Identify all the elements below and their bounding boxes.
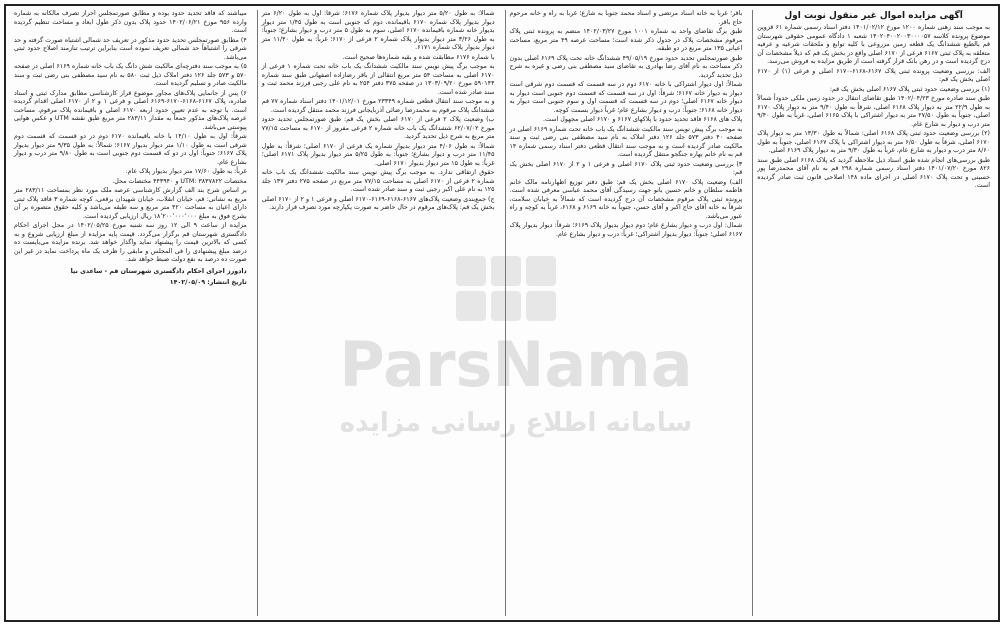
notice-paragraph: غرباً: به طول ۱۷/۶۰ متر دیوار بدیوار پلاک عام.	[125, 168, 247, 175]
auction-notice	[4, 4, 1000, 622]
notice-paragraph: (۲) بررسی وضعیت حدود ثبتی پلاک ۶۱۶۸ اصلی: شمالاً به طول ۱۳/۳۰ متر به دیوار پلاک ۶۱۷۰ اصلی، شرقاً به طول ۶/۵۰ متر به دیوار اشتراکی با پلاک ۶۱۶۷ اصلی، جنوباً به طول ۸/۶۰ متر درب و دیوار به شارع عام، غرباً به طول ۹/۳۰ متر به دیوار پلاک ۶۱۶۹ اصلی.	[757, 130, 990, 154]
notice-paragraph: طبق سند صادره مورخ ۱۴۰۲/۰۴/۲۳ طبق تقاضای انتقال در حدود زمین ملکی حدوداً شمالاً به طول ۲۲/۹ متر به دیوار پلاک ۶۱۶۸ اصلی، شرقاً به طول ۹/۴۰ متر به دیوار پلاک ۶۱۷۰ اصلی، جنوباً به طول ۲۷/۵۰ متر به دیوار اشتراکی با پلاک ۶۱۶۵ اصلی، غرباً به طول ۹/۴۰ متر درب و دیوار به شارع عام.	[757, 95, 990, 128]
notice-paragraph: پلاک های ۶۱۶۸ فاقد تحدید حدود با پلاکهای ۶۱۶۷ و ۶۱۷۰ اصلی مجهول است.	[543, 116, 743, 123]
notice-paragraph: مزایده از ساعت ۹ الی ۱۲ روز سه شنبه مورخ ۱۴۰۲/۰۵/۲۵ در محل اجرای احکام دادگستری شهرستان قم برگزار می‌گردد. قیمت پایه مزایده از مبلغ ارزیابی شروع و به کسی که بالاترین قیمت را پیشنهاد نماید واگذار خواهد شد. برنده مزایده می‌بایست ده درصد مبلغ پیشنهادی را فی المجلس و مابقی را ظرف یک ماه پرداخت نماید در غیر این صورت ده درصد به نفع دولت ضبط خواهد شد.	[14, 222, 247, 263]
notice-paragraph: مختصات UTM: ۳۸۳۷۸۲۲ و ۴۴۳۹۴۰ مختصات محل.	[112, 177, 247, 185]
notice-paragraph: ۶) پس از جانمایی پلاک‌های مجاور موضوع قرار کارشناسی مطابق مدارک ثبتی و اسناد صادره، پلاک ۶۱۶۷-۶۱۶۸-۶۱۷۰-۶۱۶۹ اصلی و فرعی ۱ و ۲ از ۶۱۷۰ اصلی اقدام گردیده است. با توجه به عدم تعیین حدود اربعه ۶۱۷۰ اصلی و باقیمانده پلاک مرقوم، مساحت عرصه پلاک‌های مذکور جمعاً به مقدار ۲۸۳/۱۱ متر مربع طبق نقشه UTM و عکس هوایی پیوستی می‌باشد.	[14, 89, 247, 131]
notice-paragraph: (۱) بررسی وضعیت حدود ثبتی پلاک ۶۱۶۷ اصلی بخش یک قم:	[829, 85, 990, 93]
notice-paragraph: شمالاً: به طول ۵/۲۰ متر دیوار بدیوار پلاک شماره ۶۱۷۶؛ شرقاً: اول به طول ۶/۲۰ متر دیوار بدیوار پلاک شماره ۶۱۷۰ باقیمانده، دوم که جنوبی است به طول ۱/۴۵ متر دیوار بدیوار خانه شماره باقیمانده ۶۱۷۰ اصلی، سوم به طول ۵ متر درب و دیوار بشارع؛ جنوباً: به طول ۳/۲۶ متر دیوار بدیوار پلاک شماره ۲ فرعی از ۶۱۷۰؛ غرباً: به طول ۱۱/۴۰ متر دیوار بدیوار پلاک شماره ۶۱۷۱.	[261, 10, 495, 51]
notice-paragraph: با شماره ۶۱۷۶ مطابقت شده و بقیه شماره‌ها صحیح است.	[342, 53, 495, 61]
notice-paragraph: ج) جمع‌بندی وضعیت پلاک‌های ۶۱۶۷-۶۱۶۸-۶۱۶۹-۶۱۷۰ اصلی و فرعی ۱ و ۲ از ۶۱۷۰ اصلی بخش یک قم: پلاک‌های مرقوم در حال حاضر به صورت یکپارچه مورد تصرف قرار دارند.	[261, 195, 495, 211]
notice-paragraph: الف: بررسی وضعیت پرونده ثبتی پلاک ۶۱۶۷-۶۱۶۸-۶۱۷۰ اصلی و فرعی (۱) از ۶۱۷۰ اصلی بخش یک قم:	[757, 67, 990, 83]
notice-paragraph: طبق صورتمجلس تحدید حدود مورخ ۴۹/۰۵/۱۹ ششدانگ خانه تحت پلاک ۶۱۶۹ اصلی بدون ذکر مساحت به نام آقای رضا بهادری به تقاضای سید مصطفی بنی رضی و غیره به شرح ذیل تحدید گردید.	[509, 54, 743, 79]
notice-columns	[10, 10, 994, 616]
notice-signature: دادورز اجرای احکام دادگستری شهرستان قم - ساعدی نیا	[70, 267, 247, 275]
notice-paragraph: به موجب برگ پیش نویس سند مالکیت ششدانگ یک باب خانه تحت شماره ۶۱۶۹ اصلی در صفحه ۴۰ دفتر ۵۷۳ جلد ۱۲۶ دفتر املاک به نام سید مصطفی بنی رضی ثبت و سند مالکیت صادر گردیده است و به موجب سند انتقال قطعی دفتر اسناد رسمی شماره ۱۴ قم به نام خانم بهاره جنگجو منتقل گردیده است.	[509, 125, 743, 158]
notice-title: آگهی مزایده اموال غیر منقول نوبت اول	[784, 11, 963, 21]
notice-paragraph: به موجب برگ پیش نویس سند مالکیت ششدانگ یک باب خانه تحت شماره ۱ فرعی از ۶۱۷۰ اصلی به مساحت ۵۴ متر مربع انتقالی از باقر رضازاده اصفهانی طبق سند شماره ۵۹۰۱۴۴ مورخ ۱۳۰۳/۰۹/۲۰ در صفحه ۳۷۵ دفتر ۲۵۴ به نام علی رجبی فرزند محمد ثبت و سند صادر شده است.	[261, 63, 495, 96]
notice-paragraph: شمالاً: به طول ۴/۰۶ متر دیوار بدیوار شماره یک فرعی از ۶۱۷۰ اصلی؛ شرقاً: به طول ۱۱/۴۵ متر درب و دیوار بشارع؛ جنوباً: به طول ۵/۲۵ متر دیوار بدیوار پلاک ۶۱۷۱ اصلی؛ غرباً: به طول ۱۵ متر دیوار بدیوار ۶۱۷۰ اصلی.	[261, 142, 495, 167]
watermark-brand: ParsNama	[339, 328, 693, 401]
notice-paragraph: ب) وضعیت پلاک ۲ فرعی از ۶۱۷۰ اصلی بخش یک قم: طبق صورتمجلس تحدید حدود مورخ ۶۲/۰۷/۰۲ ششدانگ یک باب خانه شماره ۲ فرعی مفروز از ۶۱۷۰ به مساحت ۷۷/۱۵ متر مربع به شرح ذیل تحدید گردید.	[261, 116, 495, 140]
notice-column-1	[752, 10, 994, 616]
notice-paragraph: طبق بررسی‌های انجام شده طبق اسناد ذیل ملاحظه گردید که پلاک ۶۱۶۸ اصلی طبق سند ۸۲۶ مورخ ۱۴۰۱/۰۷/۲۰ دفتر اسناد رسمی شماره ۲۹۸ قم به نام آقای محمدرضا پور حسینی و تحت پلاک ۶۱۷۰ اصلی در اجرای ماده ۱۴۸ اصلاحی قانون ثبت صادر گردیده است.	[757, 156, 990, 189]
notice-paragraph: شرقاً: اول به طول ۱۴/۱۰ با خانه باقیمانده ۶۱۷۰ دوم در دو قسمت که قسمت دوم شرقی است به طول ۱/۱۰ متر دیوار بدیوار ۶۱۶۷؛ شمالاً: به طول ۹/۳۵ متر دیوار بدیوار پلاک ۶۱۶۷؛ جنوباً: اول در دو که قسمت دوم جنوبی است به طول ۹/۸۰ متر درب و دیوار بشارع عام.	[14, 133, 247, 166]
notice-paragraph: طبق برگ تقاضای واحد به شماره ۱۰۰۱ مورخ ۱۴۰۲/۰۳/۲۷ منضم به پرونده ثبتی پلاک مرقوم مشخصات پلاک در جدول ذکر شده است؛ مساحت عرصه ۴۹ متر مربع، مساحت اعیانی ۱۳۵ متر مربع در دو طبقه.	[509, 28, 743, 52]
notice-paragraph: حقوق ارتفاقی ندارد. به موجب برگ پیش نویس سند مالکیت ششدانگ یک باب خانه شماره ۲ فرعی از ۶۱۷۰ اصلی به مساحت ۷۷/۱۵ متر مربع در صفحه ۲۷۵ دفتر ۱۳۷ جلد ۱۲۵ به نام علی اکبر رجبی ثبت و سند صادر شده است.	[261, 169, 495, 193]
notice-column-2	[505, 10, 747, 616]
notice-column-3	[257, 10, 499, 616]
notice-paragraph: باقر؛ غرباً به خانه اسناد مرتضی و اسناد محمد جنوباً به شارع؛ غرباً به راه و خانه مرحوم حاج باقر.	[509, 10, 743, 26]
notice-publish-date: تاریخ انتشار: ۱۴۰۲/۰۵/۰۹	[169, 279, 247, 286]
notice-paragraph: ۵) به موجب سند دفترچه‌ای مالکیت شش دانگ یک باب خانه شماره ۶۱۶۹ اصلی در صفحه ۵۷۰ و ۵۷۳ جلد ۱۲۶ دفتر املاک ذیل ثبت ۵۸۰ به نام سید مصطفی بنی رضی ثبت و سند مالکیت صادر و تسلیم گردیده است.	[14, 63, 247, 87]
notice-paragraph: و به موجب سند انتقال قطعی شماره ۲۳۳۴۹ مورخ ۱۴۰۱/۱۲/۰۱ دفتر اسناد شماره ۷۷ قم ششدانگ پلاک مرقوم به محمدرضا رضائی آذربایجانی فرزند محمد منتقل گردیده است.	[261, 98, 495, 114]
notice-paragraph: بر اساس شرح بند الف گزارش کارشناسی عرصه ملک مورد نظر بمساحت ۲۸۳/۱۱ متر مربع به نشانی: قم، خیابان انقلاب، خیابان شهیدان برقعی، کوچه شماره ۳ فاقد پلاک ثبتی دارای اعیان به مساحت ۴۲۰ متر مربع و سه طبقه می‌باشد و کلیه حقوق متصوره بر آن بشرح فوق به مبلغ ۱۸٬۲۰۰٬۰۰۰٬۰۰۰ ریال ارزیابی گردیده است.	[14, 187, 247, 220]
notice-paragraph: ۳) بررسی وضعیت حدود ثبتی پلاک ۶۱۷۰ اصلی و فرعی ۱ و ۲ از ۶۱۷۰ اصلی بخش یک قم:	[509, 160, 743, 176]
notice-column-4	[10, 10, 251, 616]
notice-paragraph: ۴) مطابق صورتمجلس تحدید حدود مذکور در تعریف حد شمالی اشتباه صورت گرفته و حد شرقی را اشتباهاً حد شمالی تعریف نموده است بنابراین ترتیب تنازمند اصلاح حدود ثبتی می‌باشد.	[14, 36, 247, 61]
watermark-caption: سامانه اطلاع رسانی مزایده	[339, 408, 693, 438]
notice-paragraph: شمالاً: اول دیوار اشتراکی با خانه ۶۱۷۰ دوم در سه قسمت که قسمت دوم شرقی است دیوار به دیوار خانه ۶۱۶۷؛ شرقاً: اول در سه قسمت که قسمت دوم جنوبی است دیوار به دیوار خانه ۶۱۶۷ اصلی؛ دوم در سه قسمت که قسمت اول و سوم جنوبی است دیوار به دیوار خانه ۶۱۶۸؛ جنوباً: درب و دیوار بشارع عام؛ غرباً دیوار بسمت کوچه.	[509, 81, 743, 114]
notice-paragraph: به موجب سند رهنی شماره ۱۲۰۰ مورخ ۱۴۰۱/۰۲/۱۲ دفتر اسناد رسمی شماره ۶۱ قزوین موضوع پرونده کلاسه ۱۴۰۲۰۴۰۰۲۰۰۳۰۰۰۰۵۷ شعبه ۱ دادگاه عمومی حقوقی شهرستان قم بالطبع ششدانگ یک قطعه زمین مزروعی با کلیه توابع و ملحقات شرعیه و عرفیه متعلقه به پلاک ثبتی ۶۱۶۷ فرعی از ۶۱۷۰ اصلی واقع در بخش یک قم که ذیلاً مشخصات آن درج گردیده است و در رهن بانک قرار گرفته است از طریق مزایده به فروش می‌رسد.	[757, 24, 990, 65]
notice-paragraph: الف) وضعیت پلاک ۶۱۷۰ اصلی بخش یک قم: طبق دفتر توزیع اظهارنامه مالک خانم فاطمه سلطان و خانم حسین بانو جهت رسیدگی آقای محمد عباسی معرفی شده است. پرونده ثبتی پلاک مرقوم مشخصات آن درج گردیده است که شمالاً به خیابان سلامت، شرقاً به خانه آقای حاج اکبر و آقای حسن، جنوباً به خانه ۶۱۶۹ و ۶۱۶۸، غرباً به کوچه و راه عبور می‌باشد.	[509, 178, 743, 220]
notice-paragraph: شمال: اول درب و دیوار بشارع عام؛ دوم دیوار بدیوار پلاک ۶۱۶۹؛ شرقاً: دیوار بدیوار پلاک ۶۱۶۷ اصلی؛ جنوباً: دیوار بدیوار اشتراکی؛ غرباً: درب و دیوار بشارع عام.	[509, 222, 743, 238]
notice-paragraph: میباشند که فاقد تحدید حدود بوده و مطابق صورتمجلس احراز تصرف مالکانه به شماره وارده ۹۵۶ مورخ ۱۴۰۲/۰۶/۲۱ حدود پلاک بدون ذکر طول ابعاد و مساحت تنظیم گردیده است.	[14, 10, 247, 34]
